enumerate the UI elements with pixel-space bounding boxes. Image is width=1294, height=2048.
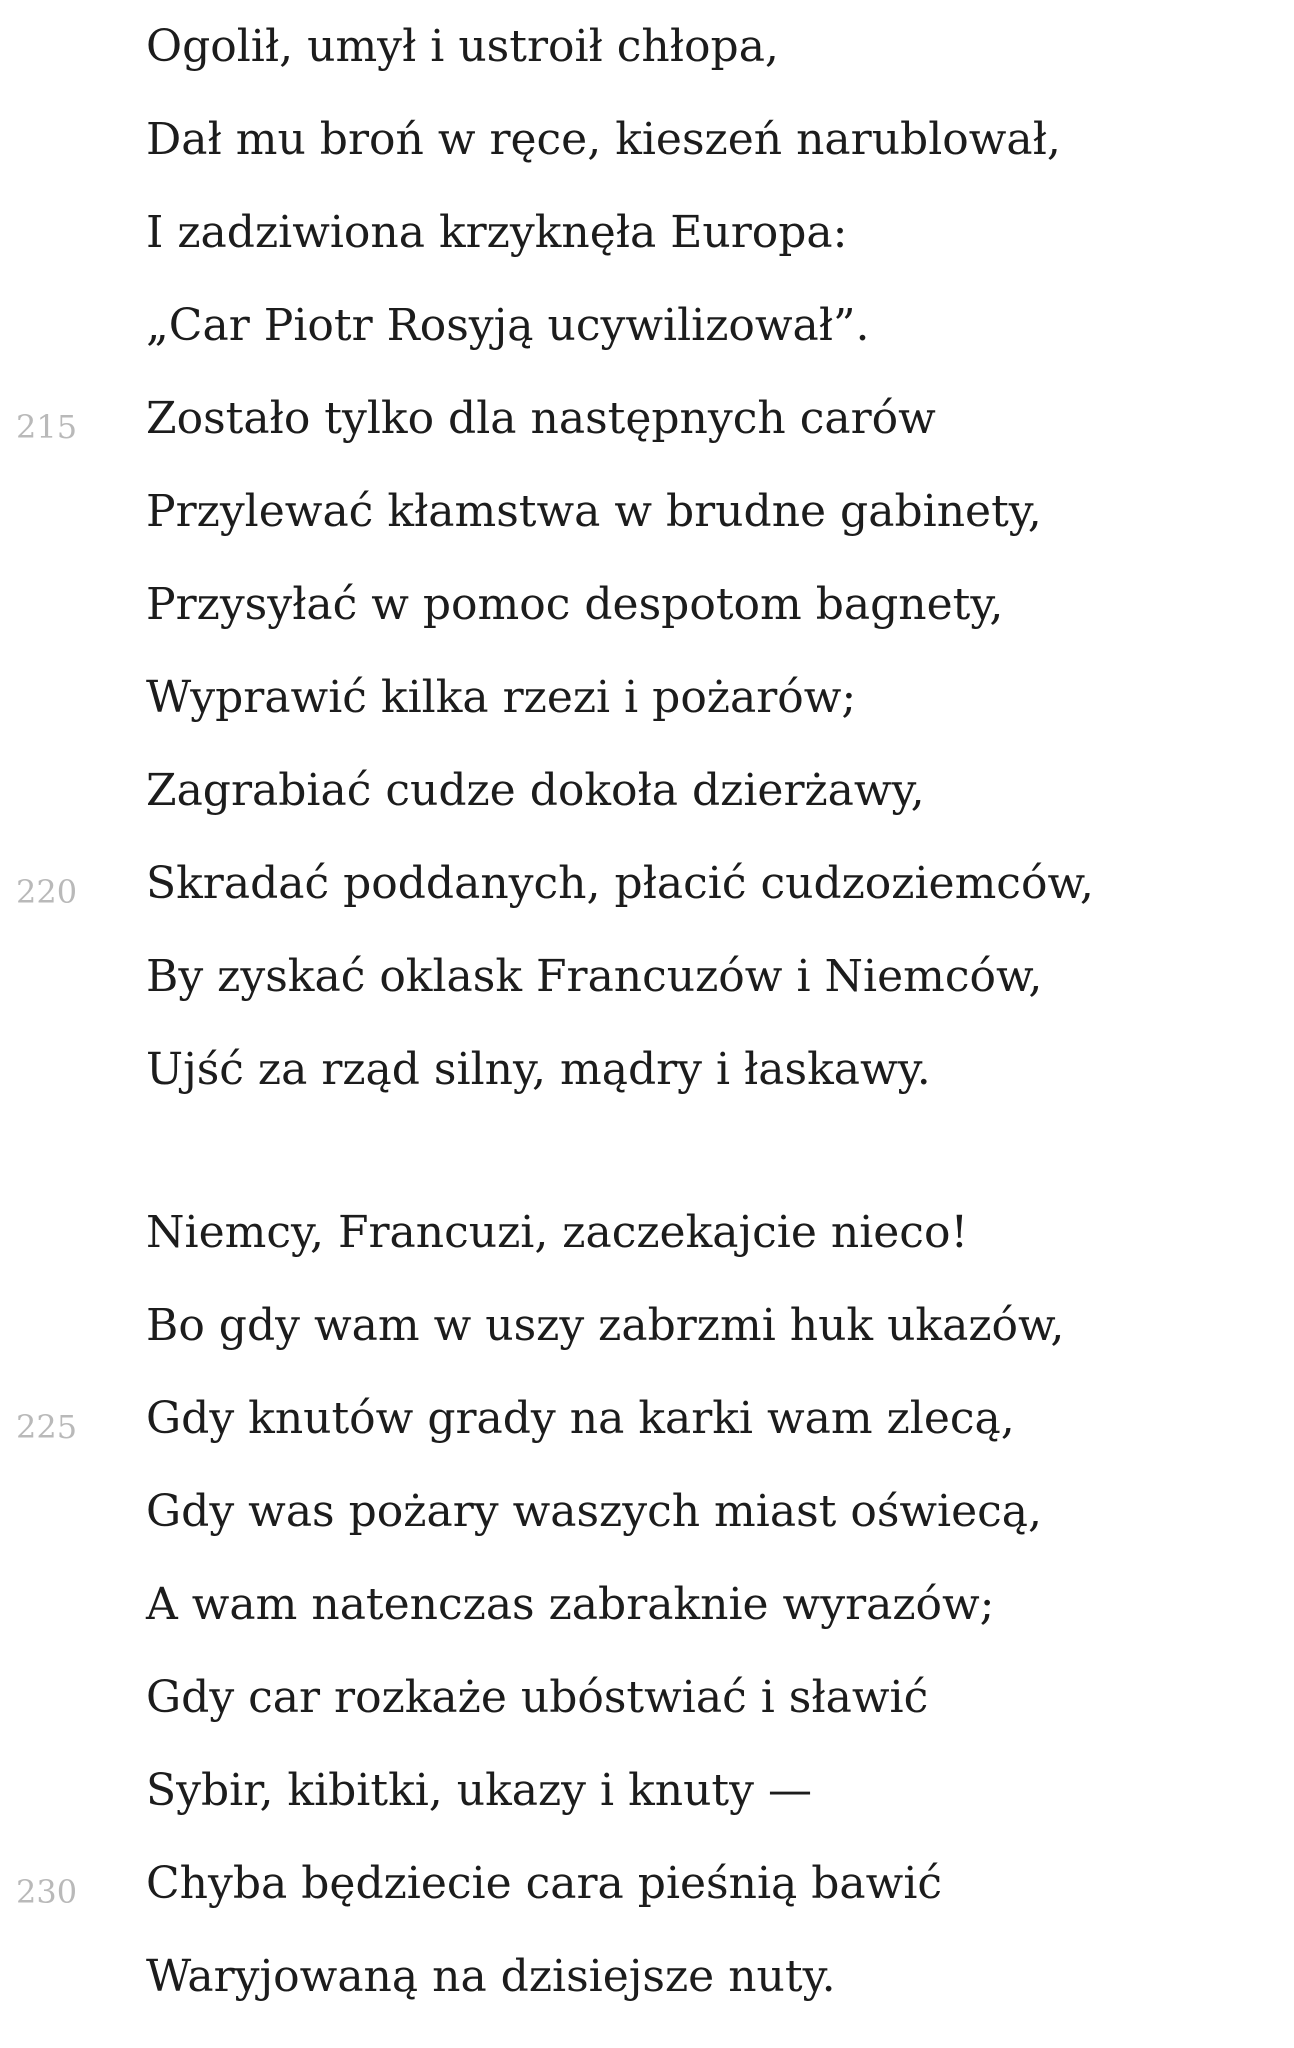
line-text: Chyba będziecie cara pieśnią bawić <box>146 1858 943 1909</box>
line-text: „Car Piotr Rosyją ucywilizował”. <box>146 300 870 351</box>
line-text: Gdy was pożary waszych miast oświecą, <box>146 1486 1043 1537</box>
line-text: Przysyłać w pomoc despotom bagnety, <box>146 579 1004 630</box>
line-number: 230 <box>16 1873 78 1911</box>
verse-line <box>0 1558 1294 1651</box>
line-text: Wyprawić kilka rzezi i pożarów; <box>146 672 857 723</box>
verse-line <box>0 744 1294 837</box>
verse-line <box>0 1186 1294 1279</box>
line-text: Ujść za rząd silny, mądry i łaskawy. <box>146 1044 931 1095</box>
verse-line <box>0 558 1294 651</box>
line-text: A wam natenczas zabraknie wyrazów; <box>146 1579 995 1630</box>
line-text: Skradać poddanych, płacić cudzoziemców, <box>146 858 1094 909</box>
line-text: Niemcy, Francuzi, zaczekajcie nieco! <box>146 1207 969 1258</box>
verse-line <box>0 93 1294 186</box>
line-text: Gdy car rozkaże ubóstwiać i sławić <box>146 1672 929 1723</box>
line-text: Sybir, kibitki, ukazy i knuty — <box>146 1765 812 1816</box>
line-number: 220 <box>16 873 78 911</box>
line-text: Dał mu broń w ręce, kieszeń narublował, <box>146 114 1061 165</box>
verse-line <box>0 1837 1294 1930</box>
line-text: Ogolił, umył i ustroił chłopa, <box>146 21 779 72</box>
verse-line <box>0 465 1294 558</box>
line-text: Gdy knutów grady na karki wam zlecą, <box>146 1393 1015 1444</box>
verse-line <box>0 1744 1294 1837</box>
verse-line <box>0 1651 1294 1744</box>
verse-line <box>0 1279 1294 1372</box>
line-text: I zadziwiona krzyknęła Europa: <box>146 207 848 258</box>
verse-line <box>0 1372 1294 1465</box>
verse-line <box>0 372 1294 465</box>
verse-line <box>0 1465 1294 1558</box>
verse-line <box>0 1023 1294 1116</box>
verse-line <box>0 0 1294 93</box>
stanza-divider <box>0 1116 1294 1186</box>
verse-line <box>0 1930 1294 2023</box>
verse-line <box>0 930 1294 1023</box>
line-text: Przylewać kłamstwa w brudne gabinety, <box>146 486 1042 537</box>
line-text: Bo gdy wam w uszy zabrzmi huk ukazów, <box>146 1300 1065 1351</box>
verse-line <box>0 186 1294 279</box>
line-text: Zagrabiać cudze dokoła dzierżawy, <box>146 765 925 816</box>
line-number: 225 <box>16 1408 78 1446</box>
verse-line <box>0 279 1294 372</box>
verse-line <box>0 837 1294 930</box>
line-number: 215 <box>16 408 78 446</box>
stanza-2 <box>0 1186 1294 2023</box>
line-text: By zyskać oklask Francuzów i Niemców, <box>146 951 1043 1002</box>
line-text: Waryjowaną na dzisiejsze nuty. <box>146 1951 836 2002</box>
verse-line <box>0 651 1294 744</box>
line-text: Zostało tylko dla następnych carów <box>146 393 936 444</box>
